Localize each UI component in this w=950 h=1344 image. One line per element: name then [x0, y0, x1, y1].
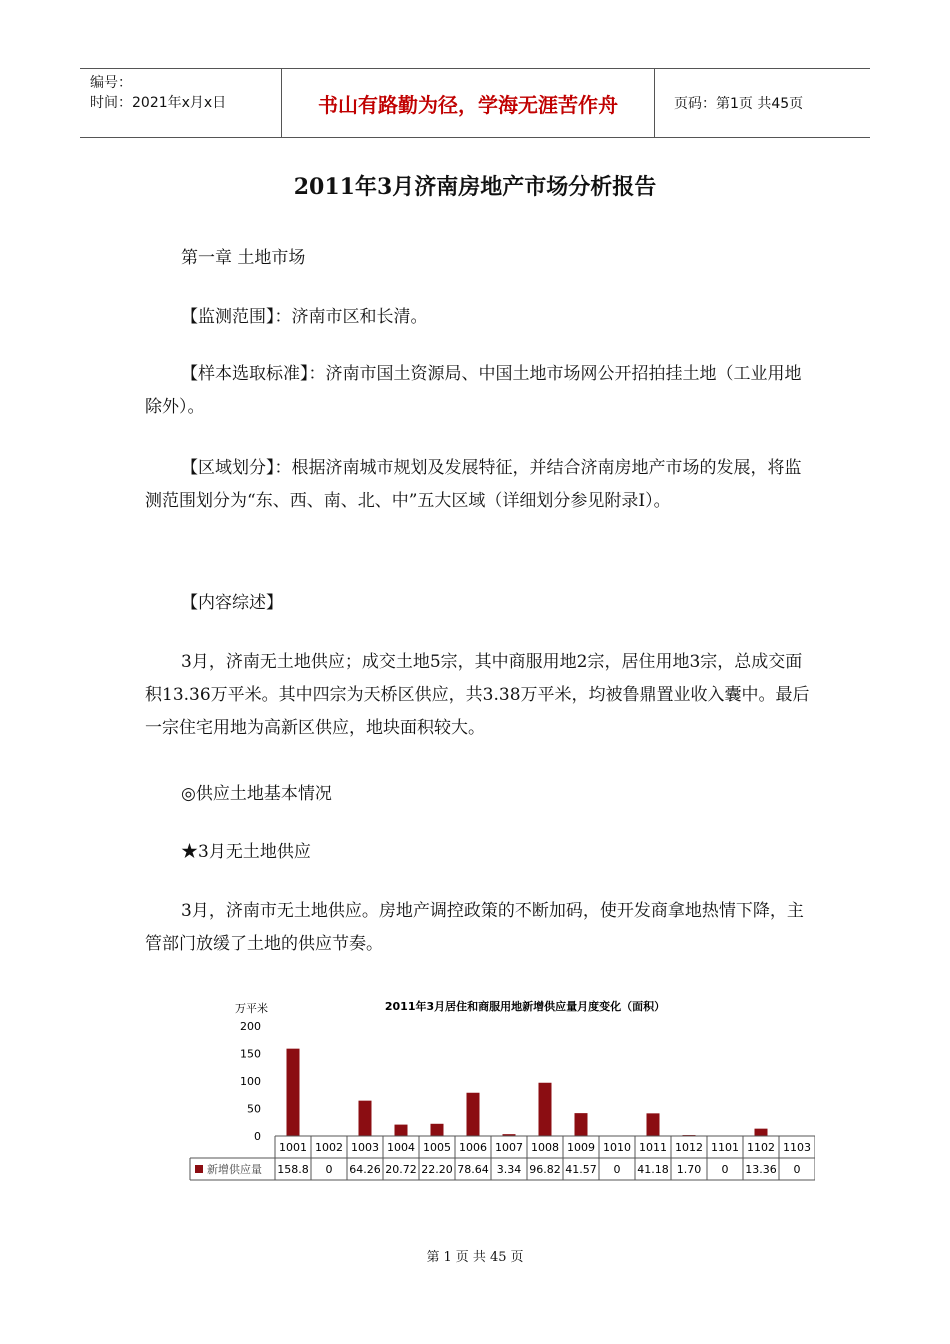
y-tick-label: 0: [254, 1130, 261, 1143]
bar: [755, 1129, 768, 1136]
chapter-heading: 第一章 土地市场: [181, 248, 306, 268]
header-motto: 书山有路勤为径，学海无涯苦作舟: [281, 69, 655, 137]
document-title: 2011年3月济南房地产市场分析报告: [293, 174, 657, 200]
category-label: 1003: [351, 1141, 379, 1154]
category-label: 1006: [459, 1141, 487, 1154]
category-label: 1004: [387, 1141, 415, 1154]
header-page-info: [664, 69, 870, 137]
category-label: 1010: [603, 1141, 631, 1154]
y-tick-label: 100: [240, 1075, 261, 1088]
data-label: 0: [325, 1163, 333, 1176]
data-label: 0: [613, 1163, 621, 1176]
paragraph-sample: 【样本选取标准】：济南市国土资源局、中国土地市场网公开招拍挂土地（工业用地除外）。: [145, 364, 802, 417]
bar: [647, 1113, 660, 1136]
bar: [395, 1125, 408, 1136]
paragraph-region: 【区域划分】：根据济南城市规划及发展特征，并结合济南房地产市场的发展，将监测范围划分为“东、西、南、北、中”五大区域（详细划分参见附录Ⅰ）。: [145, 458, 802, 511]
paragraph-no-supply: 3月，济南市无土地供应。房地产调控政策的不断加码，使开发商拿地热情下降，主管部门放缓了土地的供应节奏。: [145, 901, 804, 954]
data-label: 0: [721, 1163, 729, 1176]
data-label: 3.34: [496, 1163, 522, 1176]
footer-suffix: 页: [510, 1250, 524, 1265]
paragraph-scope: 【监测范围】：济南市区和长清。: [181, 307, 428, 327]
header-meta: [80, 69, 280, 137]
category-label: 1102: [747, 1141, 775, 1154]
page-header: [80, 68, 870, 138]
code-label: 编号：: [90, 75, 132, 91]
footer-page-number: 1: [443, 1250, 452, 1265]
category-label: 1007: [495, 1141, 523, 1154]
bar: [359, 1101, 372, 1136]
data-label: 1.70: [676, 1163, 702, 1176]
category-label: 1012: [675, 1141, 703, 1154]
y-tick-label: 50: [247, 1102, 261, 1116]
bar: [575, 1113, 588, 1136]
data-label: 20.72: [385, 1163, 417, 1176]
supply-bar-chart: [185, 990, 815, 1185]
footer-prefix: 第: [426, 1250, 440, 1265]
legend-swatch: [195, 1165, 203, 1173]
paragraph-summary: 3月，济南无土地供应；成交土地5宗，其中商服用地2宗，居住用地3宗，总成交面积13.36万平米。其中四宗为天桥区供应，共3.38万平米，均被鲁鼎置业收入囊中。最后一宗住宅用地为高新区供应，地块面积较大。: [145, 652, 810, 738]
no-supply-heading: ★3月无土地供应: [181, 842, 311, 862]
category-label: 1008: [531, 1141, 559, 1154]
bar: [287, 1049, 300, 1136]
page-label: 页码：第1页 共45页: [674, 96, 804, 112]
category-label: 1011: [639, 1141, 667, 1154]
time-label: 时间：2021年x月x日: [90, 95, 227, 111]
footer-total-pages: 45: [489, 1250, 507, 1265]
bar: [539, 1083, 552, 1136]
category-label: 1002: [315, 1141, 343, 1154]
summary-heading: 【内容综述】: [181, 593, 283, 613]
chart-y-axis-label: 万平米: [235, 1002, 268, 1015]
category-label: 1009: [567, 1141, 595, 1154]
y-tick-label: 200: [240, 1020, 261, 1033]
chart-title: 2011年3月居住和商服用地新增供应量月度变化（面积）: [384, 1000, 666, 1013]
data-label: 78.64: [457, 1163, 489, 1176]
supply-heading: ◎供应土地基本情况: [181, 784, 332, 804]
data-label: 41.57: [565, 1163, 597, 1176]
category-label: 1101: [711, 1141, 739, 1154]
data-label: 158.8: [277, 1163, 309, 1176]
data-label: 96.82: [529, 1163, 561, 1176]
data-label: 64.26: [349, 1163, 381, 1176]
bar: [467, 1093, 480, 1136]
bar: [431, 1124, 444, 1136]
data-label: 22.20: [421, 1163, 453, 1176]
data-label: 13.36: [745, 1163, 777, 1176]
category-label: 1001: [279, 1141, 307, 1154]
footer-mid: 页 共: [455, 1250, 486, 1265]
category-label: 1103: [783, 1141, 811, 1154]
page-footer: [0, 1246, 950, 1265]
category-label: 1005: [423, 1141, 451, 1154]
y-tick-label: 150: [240, 1047, 261, 1061]
data-label: 0: [793, 1163, 801, 1176]
legend-label: 新增供应量: [207, 1163, 262, 1176]
data-label: 41.18: [637, 1163, 669, 1176]
